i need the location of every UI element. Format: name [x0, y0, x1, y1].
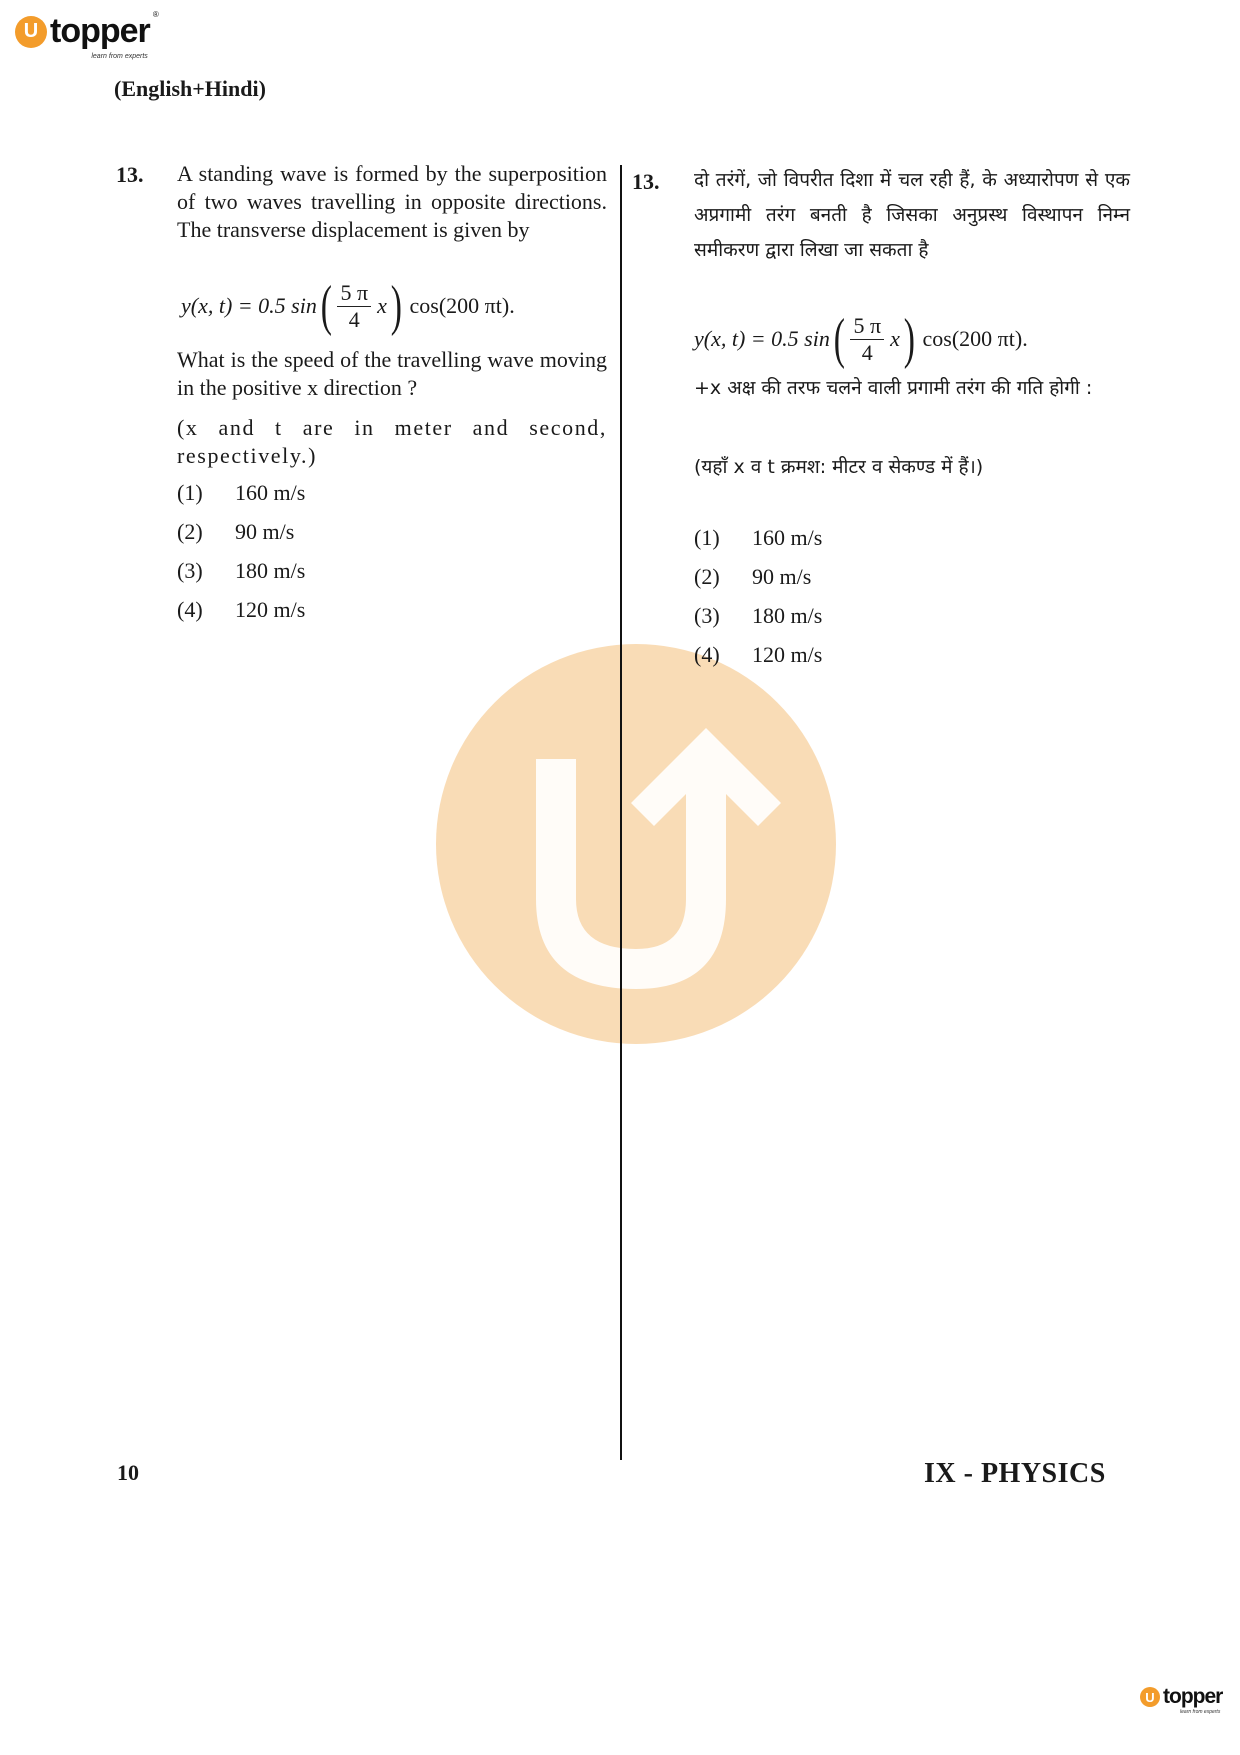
question-number: 13. [632, 169, 660, 194]
question-number: 13. [116, 162, 144, 187]
topper-logo [15, 10, 158, 60]
fraction-numerator: 5 π [337, 280, 371, 307]
equation-rhs: cos(200 πt). [922, 326, 1028, 351]
displacement-equation: y(x, t) = 0.5 sin ( $\frac{5 \pi}{4}$ x ) cos(200 πt). [694, 308, 1028, 370]
page-number: 10 [117, 1460, 139, 1485]
brand-text: topper [1163, 1685, 1223, 1708]
displacement-equation: y(x, t) = 0.5 sin ( $\frac{5 \pi}{4}$ x ) cos(200 πt). [181, 275, 515, 337]
question-stem: दो तरंगें, जो विपरीत दिशा में चल रही हैं, के अध्यारोपण से एक अप्रगामी तरंग बनती है जिसका अनुप्रस्थ विस्थापन निम्न समीकरण द्वारा लिखा जा सकता है [694, 169, 1130, 261]
registered-mark: ® [152, 10, 158, 19]
brand-name [1163, 1685, 1223, 1715]
topper-u-arrow-icon [436, 644, 836, 1044]
equation-lhs: y(x, t) = 0.5 sin [181, 293, 317, 318]
fraction-denominator: 4 [348, 306, 360, 332]
option-number: (4) [177, 597, 203, 622]
option-value: 90 m/s [752, 564, 812, 589]
option-number: (2) [694, 564, 720, 589]
subject-language-header: (English+Hindi) [114, 76, 266, 101]
footer-subject: IX - PHYSICS [924, 1458, 1106, 1489]
option-number: (4) [694, 642, 720, 667]
units-note: (x and t are in meter and second, respectively.) [177, 415, 607, 468]
brand-tagline: learn from experts [91, 53, 148, 60]
equation-variable: x [890, 326, 900, 351]
option-value: 180 m/s [752, 603, 823, 628]
brand-tagline: learn from experts [1180, 1709, 1221, 1715]
brand-name [50, 10, 158, 60]
equation-fraction [337, 280, 371, 333]
option-number: (3) [177, 558, 203, 583]
option-value: 160 m/s [235, 480, 306, 505]
option-number: (1) [694, 525, 720, 550]
option-number: (1) [177, 480, 203, 505]
topper-badge-icon: U [1140, 1687, 1160, 1707]
equation-variable: x [377, 293, 387, 318]
column-divider [620, 165, 622, 1460]
question-text: What is the speed of the travelling wave moving in the positive x direction ? [177, 347, 607, 400]
fraction-denominator: 4 [861, 339, 873, 365]
equation-fraction [850, 313, 884, 366]
topper-logo-footer [1140, 1685, 1223, 1715]
option-value: 120 m/s [752, 642, 823, 667]
option-number: (3) [694, 603, 720, 628]
question-stem: A standing wave is formed by the superposition of two waves travelling in opposite directions. The transverse displacement is given by [177, 161, 607, 242]
option-number: (2) [177, 519, 203, 544]
equation-lhs: y(x, t) = 0.5 sin [694, 326, 830, 351]
topper-badge-icon: U [15, 16, 47, 48]
option-value: 180 m/s [235, 558, 306, 583]
question-text: +x अक्ष की तरफ चलने वाली प्रगामी तरंग की गति होगी : [694, 377, 1093, 399]
units-note: (यहाँ x व t क्रमश: मीटर व सेकण्ड में हैं।) [694, 456, 984, 478]
fraction-numerator: 5 π [850, 313, 884, 340]
option-value: 90 m/s [235, 519, 295, 544]
option-value: 120 m/s [235, 597, 306, 622]
brand-text: topper [50, 12, 150, 50]
option-value: 160 m/s [752, 525, 823, 550]
equation-rhs: cos(200 πt). [409, 293, 515, 318]
